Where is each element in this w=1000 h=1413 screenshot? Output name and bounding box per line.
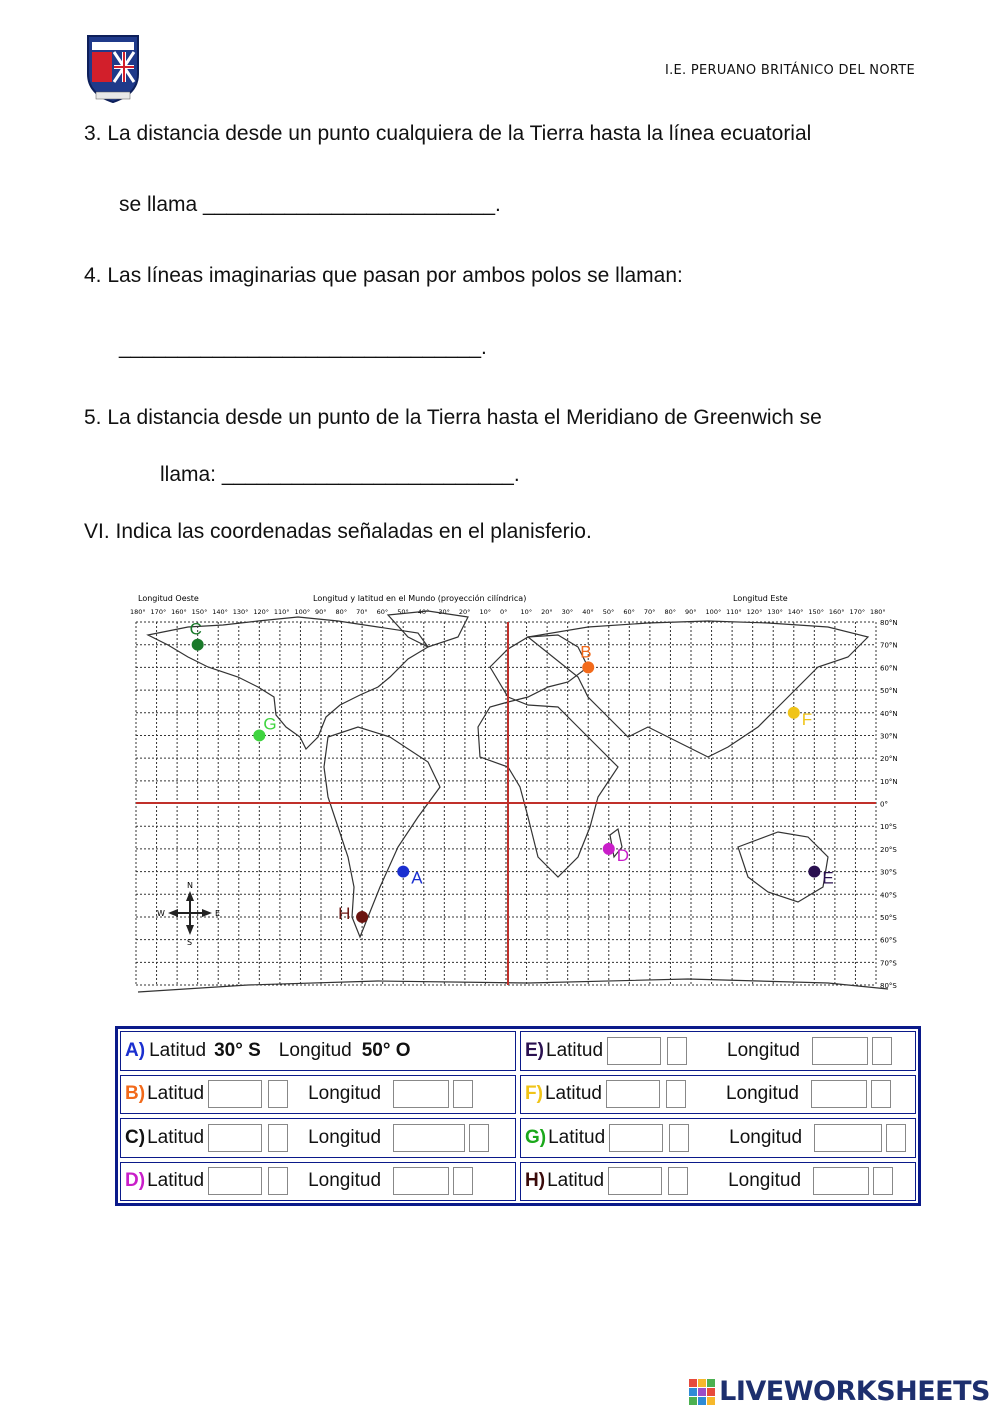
- question-3-line-1: 3. La distancia desde un punto cualquiera de la Tierra hasta la línea ecuatorial: [84, 122, 812, 145]
- answer-F-lat-degrees-input[interactable]: [606, 1080, 660, 1108]
- answer-H-lon-dir-input[interactable]: [873, 1167, 893, 1195]
- map-point-C: [192, 639, 204, 651]
- question-5-line-2: llama: _________________________.: [160, 463, 520, 486]
- map-point-label-A: A: [411, 868, 423, 888]
- answer-A-letter: A): [125, 1039, 146, 1061]
- map-point-label-C: C: [189, 619, 202, 639]
- latitude-label: 50°S: [880, 913, 897, 922]
- longitude-label: 50°: [602, 608, 615, 616]
- longitude-label: 30°: [561, 608, 574, 616]
- compass-rose-icon: [157, 881, 220, 947]
- answer-B-lon-label: Longitud: [308, 1083, 382, 1105]
- answer-C-lat-degrees-input[interactable]: [208, 1124, 262, 1152]
- longitude-label: 70°: [356, 608, 368, 616]
- question-4-line-1: 4. Las líneas imaginarias que pasan por ambos polos se llaman:: [84, 264, 683, 287]
- map-point-H: [356, 911, 368, 923]
- liveworksheets-footer: [689, 1376, 990, 1407]
- longitude-label: 140°: [787, 608, 804, 616]
- latitude-label: 40°N: [880, 709, 898, 718]
- question-5-line-1: 5. La distancia desde un punto de la Tierra hasta el Meridiano de Greenwich se: [84, 406, 822, 429]
- longitude-label: 160°: [171, 608, 187, 616]
- answer-table: [115, 1026, 921, 1206]
- answer-C-lat-dir-input[interactable]: [268, 1124, 288, 1152]
- longitude-label: 30°: [438, 608, 450, 616]
- latitude-label: 10°S: [880, 823, 897, 832]
- longitude-label: 130°: [232, 608, 249, 616]
- answer-H-lon-degrees-input[interactable]: [813, 1167, 869, 1195]
- answer-F-lat-dir-input[interactable]: [666, 1080, 686, 1108]
- map-point-label-D: D: [616, 845, 630, 865]
- liveworksheets-brand: LIVEWORKSHEETS: [719, 1376, 990, 1407]
- answer-A-lat-value: 30° S: [214, 1039, 261, 1061]
- latitude-label: 30°S: [880, 868, 897, 877]
- school-crest-icon: [84, 32, 142, 104]
- answer-D: [120, 1162, 516, 1202]
- answer-E-lon-label: Longitud: [727, 1039, 800, 1061]
- answer-H-lat-dir-input[interactable]: [668, 1167, 688, 1195]
- answer-F-lat-label: Latitud: [544, 1083, 602, 1105]
- answer-F-letter: F): [525, 1083, 543, 1105]
- longitude-label: 100°: [294, 608, 311, 616]
- asia-outline: [528, 621, 868, 757]
- latitude-label: 20°S: [880, 845, 897, 854]
- longitude-label: 120°: [746, 608, 763, 616]
- school-name: I.E. PERUANO BRITÁNICO DEL NORTE: [664, 63, 915, 78]
- latitude-label: 50°N: [880, 687, 898, 696]
- map-title-east: Longitud Este: [733, 594, 788, 603]
- map-point-label-E: E: [822, 868, 834, 888]
- answer-E-lat-degrees-input[interactable]: [607, 1037, 661, 1065]
- compass-e: E: [215, 909, 221, 918]
- answer-C-lat-label: Latitud: [147, 1126, 205, 1148]
- answer-B-letter: B): [125, 1083, 146, 1105]
- longitude-label: 110°: [726, 608, 742, 616]
- map-title-west: Longitud Oeste: [138, 594, 199, 603]
- world-map-svg: [128, 587, 908, 1004]
- longitude-label: 80°: [664, 608, 676, 616]
- map-title-center: Longitud y latitud en el Mundo (proyección cilíndrica): [313, 594, 527, 603]
- answer-F-lon-degrees-input[interactable]: [811, 1080, 867, 1108]
- answer-F-lon-label: Longitud: [725, 1083, 799, 1105]
- answer-E-lon-dir-input[interactable]: [872, 1037, 892, 1065]
- answer-G-lon-degrees-input[interactable]: [814, 1124, 882, 1152]
- answer-B-lat-degrees-input[interactable]: [208, 1080, 262, 1108]
- longitude-label: 20°: [458, 608, 471, 616]
- longitude-label: 10°: [520, 608, 533, 616]
- longitude-label: 90°: [685, 608, 697, 616]
- answer-F: [520, 1075, 916, 1115]
- compass-n: N: [187, 881, 193, 890]
- answer-B: [120, 1075, 516, 1115]
- answer-G-lat-degrees-input[interactable]: [609, 1124, 663, 1152]
- answer-E-lat-label: Latitud: [546, 1039, 604, 1061]
- map-points: [190, 620, 834, 923]
- latitude-label: 10°N: [880, 777, 898, 786]
- answer-D-lon-dir-input[interactable]: [453, 1167, 473, 1195]
- europe-africa-outline: [478, 635, 618, 877]
- latitude-label: 60°N: [880, 664, 898, 673]
- latitude-label: 0°: [880, 800, 888, 809]
- answer-H-lat-degrees-input[interactable]: [608, 1167, 662, 1195]
- longitude-label: 60°: [623, 608, 635, 616]
- answer-D-lon-degrees-input[interactable]: [393, 1167, 449, 1195]
- compass-s: S: [187, 938, 193, 947]
- longitude-label: 40°: [417, 608, 430, 616]
- longitude-label: 160°: [828, 608, 845, 616]
- answer-C-lon-label: Longitud: [308, 1126, 382, 1148]
- latitude-label: 60°S: [880, 936, 897, 945]
- map-point-label-F: F: [801, 709, 813, 729]
- longitude-label: 40°: [582, 608, 594, 616]
- answer-B-lat-label: Latitud: [147, 1083, 205, 1105]
- section-6-title: VI. Indica las coordenadas señaladas en el planisferio.: [84, 520, 592, 543]
- map-point-F: [788, 707, 800, 719]
- answer-H: [520, 1162, 916, 1202]
- answer-C-lon-dir-input[interactable]: [469, 1124, 489, 1152]
- answer-C-letter: C): [125, 1126, 146, 1148]
- longitude-label: 100°: [705, 608, 722, 616]
- answer-C-lon-degrees-input[interactable]: [393, 1124, 465, 1152]
- answer-G: [520, 1118, 916, 1158]
- answer-A: [120, 1031, 516, 1071]
- longitude-label: 10°: [479, 608, 491, 616]
- longitude-label: 180°: [870, 608, 886, 616]
- map-point-D: [603, 843, 615, 855]
- map-point-A: [397, 866, 409, 878]
- map-point-label-G: G: [263, 714, 277, 734]
- continents: [138, 611, 888, 992]
- longitude-label: 130°: [767, 608, 783, 616]
- longitude-label: 170°: [150, 608, 167, 616]
- longitude-label: 60°: [376, 608, 389, 616]
- question-3-line-2: se llama _________________________.: [119, 193, 501, 216]
- answer-C: [120, 1118, 516, 1158]
- latitude-label: 30°N: [880, 732, 898, 741]
- answer-D-letter: D): [125, 1170, 146, 1192]
- answer-G-lat-label: Latitud: [548, 1126, 606, 1148]
- greenland-outline: [388, 611, 468, 647]
- latitude-label: 40°S: [880, 891, 897, 900]
- compass-w: W: [157, 909, 165, 918]
- world-map: [128, 587, 908, 1004]
- liveworksheets-logo-icon: [689, 1379, 715, 1405]
- longitude-label: 120°: [253, 608, 270, 616]
- answer-G-lon-dir-input[interactable]: [886, 1124, 906, 1152]
- question-4-line-2: _______________________________.: [119, 336, 487, 359]
- answer-E-lon-degrees-input[interactable]: [812, 1037, 868, 1065]
- answer-D-lat-dir-input[interactable]: [268, 1167, 288, 1195]
- answer-E-letter: E): [525, 1039, 544, 1061]
- answer-H-letter: H): [525, 1170, 546, 1192]
- latitude-label: 70°N: [880, 641, 898, 650]
- latitude-labels: [880, 619, 898, 990]
- latitude-label: 80°N: [880, 619, 898, 627]
- longitude-label: 20°: [541, 608, 553, 616]
- answer-G-lon-label: Longitud: [729, 1126, 803, 1148]
- answer-D-lat-degrees-input[interactable]: [208, 1167, 262, 1195]
- longitude-label: 150°: [191, 608, 208, 616]
- answer-D-lon-label: Longitud: [308, 1170, 382, 1192]
- longitude-label: 50°: [397, 608, 409, 616]
- longitude-label: 170°: [849, 608, 866, 616]
- longitude-label: 80°: [335, 608, 348, 616]
- map-point-B: [582, 661, 594, 673]
- answer-B-lat-dir-input[interactable]: [268, 1080, 288, 1108]
- answer-E-lat-dir-input[interactable]: [667, 1037, 687, 1065]
- longitude-label: 0°: [500, 608, 508, 616]
- map-point-label-H: H: [338, 903, 351, 923]
- map-point-label-B: B: [580, 642, 592, 662]
- answer-D-lat-label: Latitud: [147, 1170, 205, 1192]
- answer-G-lat-dir-input[interactable]: [669, 1124, 689, 1152]
- answer-H-lon-label: Longitud: [728, 1170, 802, 1192]
- answer-E: [520, 1031, 916, 1071]
- answer-F-lon-dir-input[interactable]: [871, 1080, 891, 1108]
- answer-A-lat-label: Latitud: [149, 1039, 207, 1061]
- longitude-label: 150°: [808, 608, 825, 616]
- answer-A-lon-label: Longitud: [278, 1039, 352, 1061]
- answer-B-lon-dir-input[interactable]: [453, 1080, 473, 1108]
- longitude-label: 90°: [315, 608, 327, 616]
- longitude-label: 110°: [273, 608, 290, 616]
- latitude-label: 20°N: [880, 755, 898, 764]
- longitude-label: 70°: [643, 608, 656, 616]
- longitude-labels: [130, 608, 886, 616]
- latitude-label: 70°S: [880, 959, 897, 968]
- longitude-label: 180°: [130, 608, 146, 616]
- answer-G-letter: G): [525, 1126, 547, 1148]
- latitude-label: 80°S: [880, 982, 897, 990]
- answer-H-lat-label: Latitud: [547, 1170, 605, 1192]
- answer-B-lon-degrees-input[interactable]: [393, 1080, 449, 1108]
- map-point-E: [808, 866, 820, 878]
- answer-A-lon-value: 50° O: [361, 1039, 411, 1061]
- longitude-label: 140°: [212, 608, 228, 616]
